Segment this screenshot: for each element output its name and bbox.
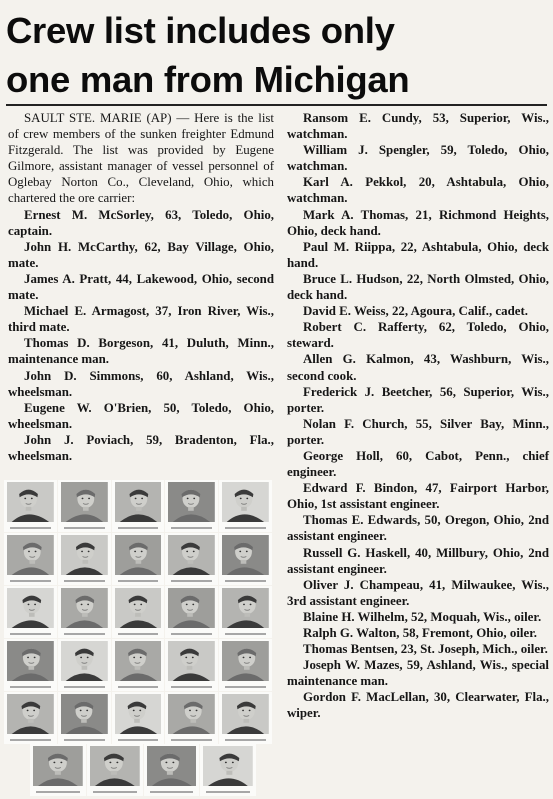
photo-caption-line <box>36 791 80 793</box>
crew-portrait-photo <box>4 480 57 532</box>
crew-portrait-photo <box>112 639 165 691</box>
crew-entry: Edward F. Bindon, 47, Fairport Harbor, Ohio, 1st assistant engineer. <box>287 481 549 512</box>
crew-entry: Ralph G. Walton, 58, Fremont, Ohio, oiler. <box>303 626 537 640</box>
article-intro: SAULT STE. MARIE (AP) — Here is the list of crew members of the sunken freighter Edmund Fitzgerald. The list was provided by Eugene Gilmore, assistant manager of vessel personnel of Oglebay Norton Co., Cleveland, Ohio, which chartered the ore carrier: <box>8 111 274 206</box>
crew-entry: David E. Weiss, 22, Agoura, Calif., cadet. <box>303 304 528 319</box>
crew-portrait-photo <box>58 586 111 638</box>
portrait-photo-icon <box>115 482 162 522</box>
crew-entry: George Holl, 60, Cabot, Penn., chief engineer. <box>287 448 549 480</box>
photo-caption-line <box>171 739 212 741</box>
crew-portrait-photo <box>4 692 57 744</box>
headline-rule <box>6 104 547 106</box>
photo-caption-line <box>171 633 212 635</box>
crew-entry: Russell G. Haskell, 40, Millbury, Ohio, 2nd assistant engineer. <box>287 545 549 576</box>
crew-portrait-photo <box>112 586 165 638</box>
crew-entry: Oliver J. Champeau, 41, Milwaukee, Wis., 3rd assistant engineer. <box>287 577 549 608</box>
photo-caption-line <box>225 633 266 635</box>
photo-caption-line <box>118 739 159 741</box>
photo-caption-line <box>64 686 105 688</box>
crew-photo-row-bottom <box>30 744 256 796</box>
portrait-photo-icon <box>7 694 54 734</box>
photo-caption-line <box>225 686 266 688</box>
crew-portrait-photo <box>4 533 57 585</box>
crew-entry: Bruce L. Hudson, 22, North Olmsted, Ohio, deck hand. <box>287 271 549 303</box>
crew-portrait-photo <box>87 744 143 796</box>
portrait-photo-icon <box>61 482 108 522</box>
portrait-photo-icon <box>222 482 269 522</box>
photo-caption-line <box>171 580 212 582</box>
crew-portrait-photo <box>200 744 256 796</box>
crew-portrait-photo <box>219 533 272 585</box>
photo-caption-line <box>118 580 159 582</box>
portrait-photo-icon <box>115 588 162 628</box>
photo-caption-line <box>225 527 266 529</box>
crew-entry: Karl A. Pekkol, 20, Ashtabula, Ohio, watchman. <box>287 175 549 206</box>
crew-portrait-photo <box>4 639 57 691</box>
photo-caption-line <box>171 686 212 688</box>
crew-entry: Nolan F. Church, 55, Silver Bay, Minn., porter. <box>287 416 549 447</box>
portrait-photo-icon <box>115 641 162 681</box>
portrait-photo-icon <box>168 535 215 575</box>
portrait-photo-icon <box>61 694 108 734</box>
crew-entry: Gordon F. MacLellan, 30, Clearwater, Fla., wiper. <box>287 690 549 721</box>
portrait-photo-icon <box>61 535 108 575</box>
portrait-photo-icon <box>115 694 162 734</box>
photo-caption-line <box>64 527 105 529</box>
crew-portrait-photo <box>58 639 111 691</box>
crew-entry: Michael E. Armagost, 37, Iron River, Wis., third mate. <box>8 304 274 335</box>
crew-entry: Thomas Bentsen, 23, St. Joseph, Mich., oiler. <box>303 642 548 657</box>
photo-caption-line <box>64 633 105 635</box>
portrait-photo-icon <box>168 641 215 681</box>
portrait-photo-icon <box>147 746 197 786</box>
crew-portrait-photo <box>219 692 272 744</box>
photo-caption-line <box>171 527 212 529</box>
photo-caption-line <box>93 791 137 793</box>
photo-caption-line <box>206 791 250 793</box>
portrait-photo-icon <box>115 535 162 575</box>
crew-portrait-photo <box>112 533 165 585</box>
crew-entry: Ransom E. Cundy, 53, Superior, Wis., watchman. <box>287 111 549 142</box>
crew-entry: James A. Pratt, 44, Lakewood, Ohio, second mate. <box>8 271 274 303</box>
crew-entry: John H. McCarthy, 62, Bay Village, Ohio, mate. <box>8 239 274 270</box>
crew-portrait-photo <box>4 586 57 638</box>
portrait-photo-icon <box>222 694 269 734</box>
crew-portrait-photo <box>112 480 165 532</box>
crew-entry: Blaine H. Wilhelm, 52, Moquah, Wis., oiler. <box>303 609 542 624</box>
crew-portrait-photo <box>165 533 218 585</box>
portrait-photo-icon <box>222 641 269 681</box>
crew-portrait-photo <box>58 480 111 532</box>
photo-caption-line <box>10 580 51 582</box>
portrait-photo-icon <box>203 746 253 786</box>
photo-caption-line <box>118 633 159 635</box>
photo-caption-line <box>10 686 51 688</box>
photo-caption-line <box>64 739 105 741</box>
crew-entry: Paul M. Riippa, 22, Ashtabula, Ohio, deck hand. <box>287 239 549 270</box>
crew-entry: Joseph W. Mazes, 59, Ashland, Wis., special maintenance man. <box>287 658 549 689</box>
photo-caption-line <box>150 791 194 793</box>
photo-caption-line <box>64 580 105 582</box>
crew-entry: Ernest M. McSorley, 63, Toledo, Ohio, captain. <box>8 207 274 238</box>
crew-entry: Thomas D. Borgeson, 41, Duluth, Minn., maintenance man. <box>8 336 274 367</box>
portrait-photo-icon <box>7 588 54 628</box>
portrait-photo-icon <box>33 746 83 786</box>
portrait-photo-icon <box>61 641 108 681</box>
photo-caption-line <box>118 686 159 688</box>
crew-entry: Allen G. Kalmon, 43, Washburn, Wis., second cook. <box>287 352 549 383</box>
crew-portrait-photo <box>112 692 165 744</box>
photo-caption-line <box>10 633 51 635</box>
photo-caption-line <box>225 739 266 741</box>
crew-portrait-photo <box>58 692 111 744</box>
portrait-photo-icon <box>90 746 140 786</box>
crew-portrait-photo <box>219 639 272 691</box>
crew-entry: Thomas E. Edwards, 50, Oregon, Ohio, 2nd assistant engineer. <box>287 513 549 544</box>
crew-entry: William J. Spengler, 59, Toledo, Ohio, watchman. <box>287 143 549 174</box>
crew-entry: Robert C. Rafferty, 62, Toledo, Ohio, steward. <box>287 320 549 351</box>
portrait-photo-icon <box>168 694 215 734</box>
headline <box>6 6 551 104</box>
crew-entry: Eugene W. O'Brien, 50, Toledo, Ohio, wheelsman. <box>8 400 274 431</box>
headline-line-1: Crew list includes only <box>6 10 395 51</box>
crew-portrait-photo <box>165 586 218 638</box>
left-column <box>8 110 274 464</box>
crew-portrait-photo <box>58 533 111 585</box>
crew-portrait-photo <box>165 639 218 691</box>
photo-caption-line <box>118 527 159 529</box>
portrait-photo-icon <box>222 535 269 575</box>
crew-portrait-photo <box>30 744 86 796</box>
portrait-photo-icon <box>222 588 269 628</box>
headline-line-2: one man from Michigan <box>6 59 410 100</box>
crew-portrait-photo <box>165 480 218 532</box>
portrait-photo-icon <box>61 588 108 628</box>
photo-caption-line <box>10 739 51 741</box>
crew-photo-grid <box>4 480 272 744</box>
crew-entry: Frederick J. Beetcher, 56, Superior, Wis., porter. <box>287 384 549 415</box>
photo-caption-line <box>10 527 51 529</box>
portrait-photo-icon <box>7 482 54 522</box>
portrait-photo-icon <box>7 641 54 681</box>
portrait-photo-icon <box>168 482 215 522</box>
crew-portrait-photo <box>165 692 218 744</box>
crew-entry: John D. Simmons, 60, Ashland, Wis., wheelsman. <box>8 368 274 399</box>
portrait-photo-icon <box>168 588 215 628</box>
crew-portrait-photo <box>144 744 200 796</box>
crew-entry: John J. Poviach, 59, Bradenton, Fla., wheelsman. <box>8 432 274 463</box>
crew-portrait-photo <box>219 586 272 638</box>
crew-list-left <box>8 207 274 465</box>
crew-portrait-photo <box>219 480 272 532</box>
portrait-photo-icon <box>7 535 54 575</box>
photo-caption-line <box>225 580 266 582</box>
right-column <box>287 110 549 722</box>
crew-entry: Mark A. Thomas, 21, Richmond Heights, Ohio, deck hand. <box>287 207 549 238</box>
